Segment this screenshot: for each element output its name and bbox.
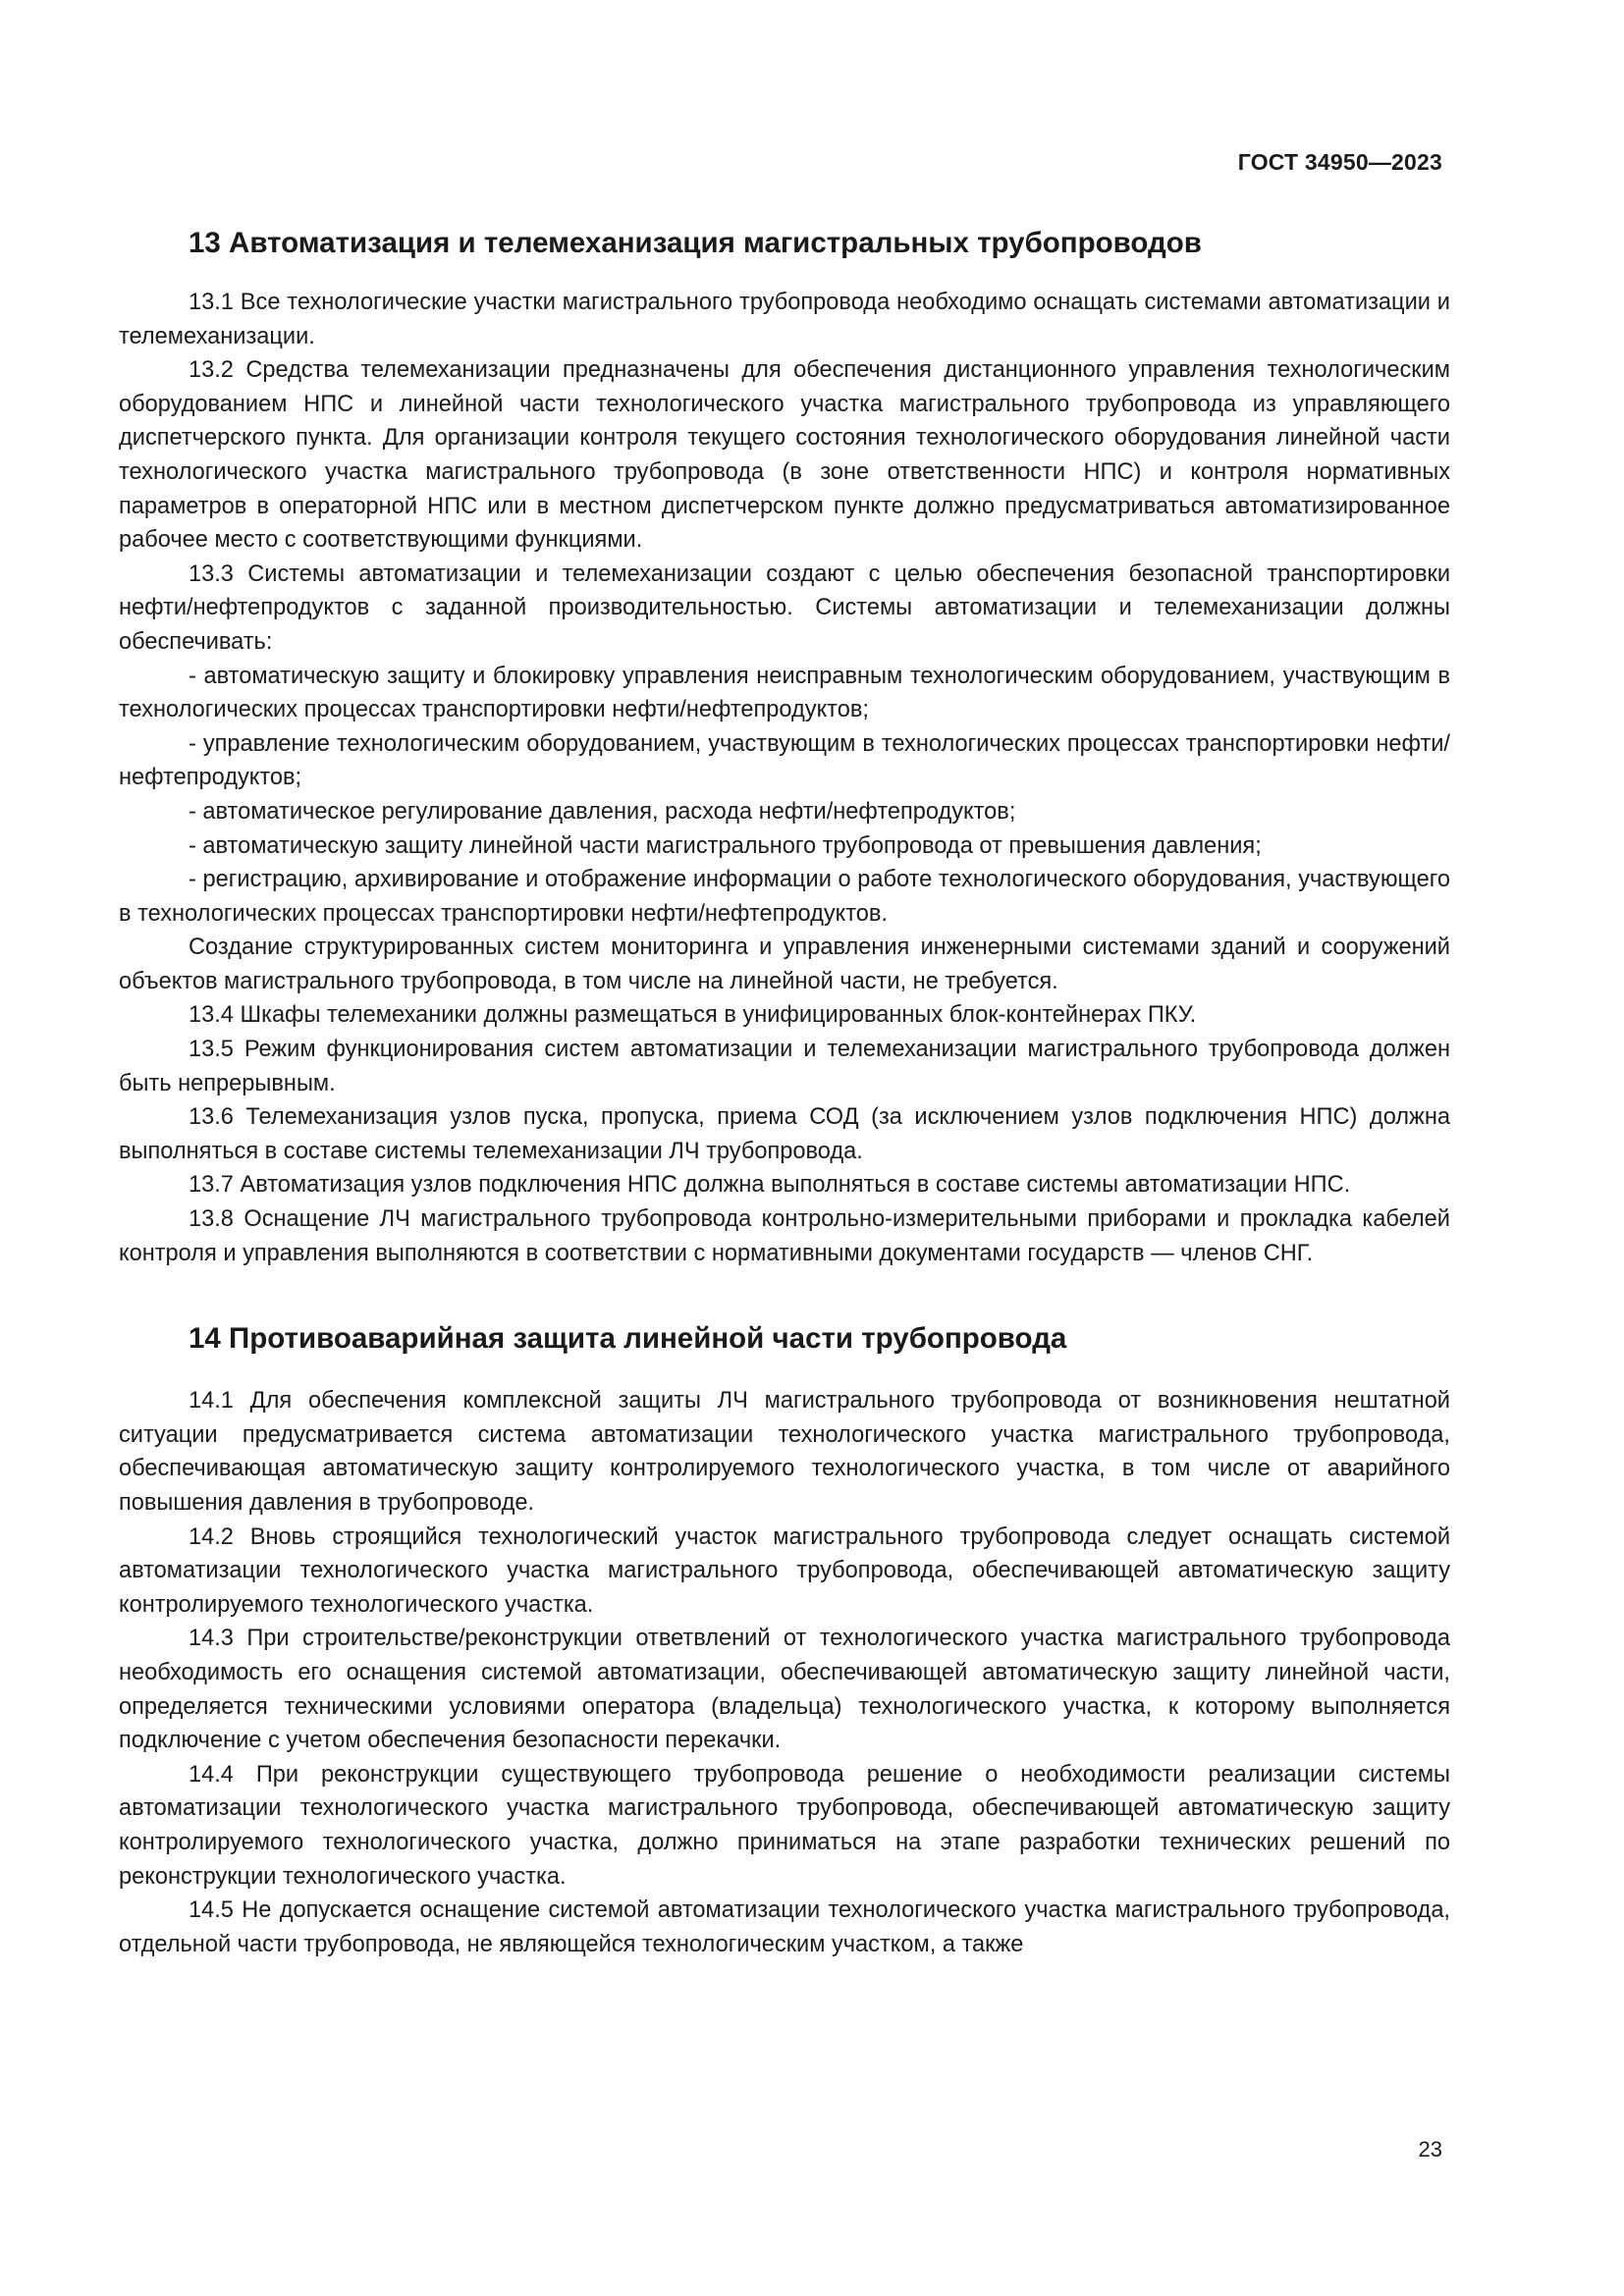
paragraph-13-5: 13.5 Режим функционирования систем автоматизации и телемеханизации магистрального трубопровода должен быть непрерывным. [119,1037,1450,1096]
paragraph-14-3: 14.3 При строительстве/реконструкции ответвлений от технологического участка магистрального трубопровода необходимость его оснащения системой автоматизации, обеспечивающей автоматическую защиту линейной части, определяется техническими условиями оператора (владельца) технологического участка, к которому выполняется подключение с учетом обеспечения безопасности перекачки. [119,1626,1450,1754]
list-item: - автоматическую защиту и блокировку управления неисправным технологическим оборудованием, участвующим в технологических процессах транспортировки нефти/нефтепродуктов; [119,663,1450,723]
paragraph-13-3: 13.3 Системы автоматизации и телемеханизации создают с целью обеспечения безопасной транспортировки нефти/нефтепродуктов с заданной производительностью. Системы автоматизации и телемеханизации должны обеспечивать: [119,561,1450,655]
paragraph-14-2: 14.2 Вновь строящийся технологический участок магистрального трубопровода следует оснащать системой автоматизации технологического участка магистрального трубопровода, обеспечивающей автоматическую защиту контролируемого технологического участка. [119,1523,1450,1618]
paragraph-13-4: 13.4 Шкафы телемеханики должны размещаться в унифицированных блок-контейнерах ПКУ. [189,1002,1197,1029]
paragraph-13-1: 13.1 Все технологические участки магистрального трубопровода необходимо оснащать системами автоматизации и телемеханизации. [119,290,1450,349]
page-number: 23 [1418,2137,1442,2162]
paragraph-14-1: 14.1 Для обеспечения комплексной защиты ЛЧ магистрального трубопровода от возникновения нештатной ситуации предусматривается система автоматизации технологического участка магистрального трубопровода, обеспечивающая автоматическую защиту контролируемого технологического участка, в том числе от аварийного повышения давления в трубопроводе. [119,1388,1450,1516]
section-13-heading: 13 Автоматизация и телемеханизация магистральных трубопроводов [189,227,1202,259]
section-14-heading: 14 Противоаварийная защита линейной части трубопровода [189,1322,1067,1356]
paragraph-13-8: 13.8 Оснащение ЛЧ магистрального трубопровода контрольно-измерительными приборами и прокладка кабелей контроля и управления выполняются в соответствии с нормативными документами государств — членов СНГ. [119,1206,1450,1266]
paragraph-13-7: 13.7 Автоматизация узлов подключения НПС должна выполняться в составе системы автоматизации НПС. [189,1172,1351,1199]
paragraph-13-6: 13.6 Телемеханизация узлов пуска, пропуска, приема СОД (за исключением узлов подключения НПС) должна выполняться в составе системы телемеханизации ЛЧ трубопровода. [119,1104,1450,1164]
paragraph-14-5: 14.5 Не допускается оснащение системой автоматизации технологического участка магистрального трубопровода, отдельной части трубопровода, не являющейся технологическим участком, а также [119,1897,1450,1957]
list-item: - автоматическое регулирование давления, расхода нефти/нефтепродуктов; [189,798,1016,825]
list-item: - регистрацию, архивирование и отображение информации о работе технологического оборудования, участвующего в технологических процессах транспортировки нефти/нефтепродуктов. [119,867,1450,927]
list-item: - управление технологическим оборудованием, участвующим в технологических процессах транспортировки нефти/нефтепродуктов; [119,730,1450,791]
document-code-header: ГОСТ 34950—2023 [1237,149,1442,175]
paragraph-13-2: 13.2 Средства телемеханизации предназначены для обеспечения дистанционного управления технологическим оборудованием НПС и линейной части технологического участка магистрального трубопровода из управляющего диспетчерского пункта. Для организации контроля текущего состояния технологического оборудования линейной части технологического участка магистрального трубопровода (в зоне ответственности НПС) и контроля нормативных параметров в операторной НПС или в местном диспетчерском пункте должно предусматриваться автоматизированное рабочее место с соответствующими функциями. [119,357,1450,554]
page-content [119,226,1450,1961]
paragraph-13-3-note: Создание структурированных систем мониторинга и управления инженерными системами зданий и сооружений объектов магистрального трубопровода, в том числе на линейной части, не требуется. [119,934,1450,994]
paragraph-14-4: 14.4 При реконструкции существующего трубопровода решение о необходимости реализации системы автоматизации технологического участка магистрального трубопровода, обеспечивающей автоматическую защиту контролируемого технологического участка, должно приниматься на этапе разработки технических решений по реконструкции технологического участка. [119,1761,1450,1890]
list-item: - автоматическую защиту линейной части магистрального трубопровода от превышения давления; [189,832,1262,859]
